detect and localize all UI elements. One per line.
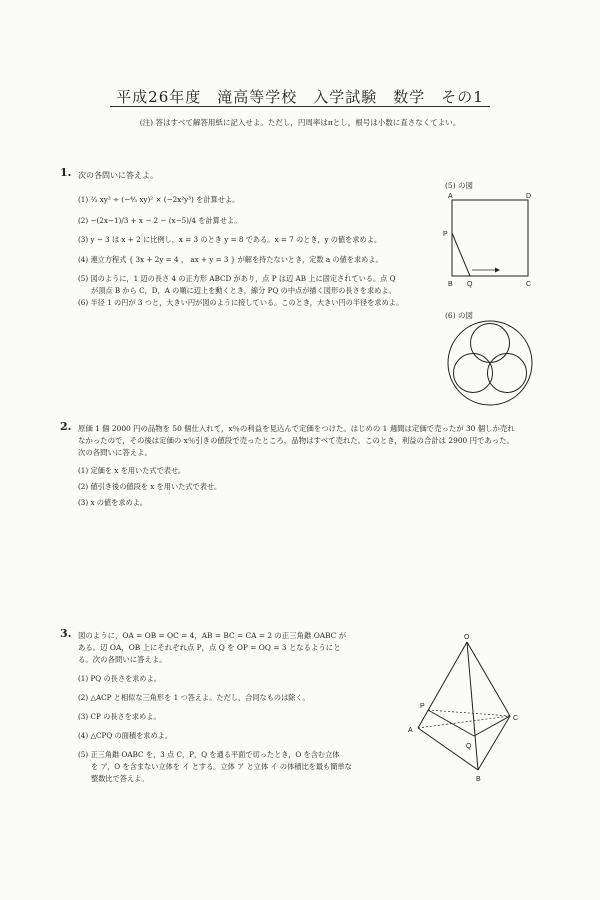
q3-item-3: (3) CP の長さを求めよ。 [78,712,161,721]
fig6-label: (6) の図 [445,311,474,320]
q3-item-5b: を ア，O を含まない立体を イ とする。立体 ア と立体 イ の体積比を最も簡単な [91,762,352,771]
q1-item-5a: (5) 図のように，1 辺の長さ 4 の正方形 ABCD があり，点 P は辺 AB 上に固定されている。点 Q [78,274,396,283]
q3-item-4: (4) △CPQ の面積を求めよ。 [78,731,173,740]
q2-line-2: なかったので，その後は定価の x％引きの値段で売ったところ，品物はすべて売れた。このとき，利益の合計は 2900 円であった。 [78,436,514,445]
point-q-label: Q [467,281,473,288]
q1-item-6: (6) 半径 1 の円が 3 つと，大きい円が図のように接している。このとき，大きい円の半径を求めよ。 [78,298,404,307]
point-d-label: D [526,193,532,200]
small-circle-right [488,354,527,393]
q3-number: 3. [60,627,72,640]
q2-item-3: (3) x の値を求めよ。 [78,498,148,507]
vertex-c-label: C [513,715,519,722]
q1-item-2: (2) −(2x−1)/3 + x − 2 − (x−5)/4 を計算せよ。 [78,216,242,225]
point-p-label-3d: P [420,703,425,710]
fig5-label: (5) の図 [445,181,474,190]
segment-pq [452,233,470,276]
q3-line-2: ある。辺 OA，OB 上にそれぞれ点 P，点 Q を OP = OQ = 3 となるようにと [78,643,341,652]
edge-oc [467,642,510,716]
title-underline [110,106,490,107]
q2-line-3: 次の各問いに答えよ。 [78,448,152,457]
q2-item-1: (1) 定価を x を用いた式で表せ。 [78,466,186,475]
q3-line-1: 図のように，OA = OB = OC = 4，AB = BC = CA = 2 の正三角錐 OABC が [78,631,347,640]
page-title: 平成26年度 滝高等学校 入学試験 数学 その1 [116,88,484,106]
point-b-label: B [448,281,453,288]
pyramid-diagram [400,630,530,785]
q2-line-1: 原価 1 個 2000 円の品物を 50 個仕入れて，x％の利益を見込んで定価をつけた。はじめの 1 週間は定価で売ったが 30 個しか売れ [78,424,515,433]
fig5-square-diagram [440,190,540,290]
q1-item-3: (3) y − 3 は x + 2 に比例し，x = 3 のとき y = 8 である。x = 7 のとき，y の値を求めよ。 [78,235,382,244]
small-circle-top [471,324,510,363]
segment-pc-hidden [428,710,510,716]
vertex-o-label: O [464,634,470,641]
q1-item-5b: が頂点 B から C，D，A の順に辺上を動くとき，線分 PQ の中点が描く図形の長さを求めよ。 [91,286,396,295]
q3-item-5c: 整数比で答えよ。 [91,774,149,783]
small-circle-left [454,354,493,393]
q3-item-2: (2) △ACP と相似な三角形を 1 つ答えよ。ただし，合同なものは除く。 [78,693,310,702]
edge-ac-hidden [418,716,510,728]
vertex-b-label: B [476,776,481,783]
edge-ob [467,642,478,770]
arrow-head-icon [495,268,500,273]
edge-oa [418,642,467,728]
instructions-note: (注) 答はすべて解答用紙に記入せよ。ただし，円周率はπとし，根号は小数に直さなくてよい。 [139,118,461,127]
point-p-label: P [443,231,448,238]
q1-intro: 次の各問いに答えよ。 [78,171,158,180]
q1-item-4: (4) 連立方程式 { 3x + 2y = 4 ， ax + y = 3 } が解を持たないとき，定数 a の値を求めよ。 [78,255,383,264]
point-q-label-3d: Q [466,743,472,750]
point-c-label: C [526,281,532,288]
q3-item-5a: (5) 正三角錐 OABC を，3 点 C，P，Q を通る平面で切ったとき，O を含む立体 [78,750,340,759]
q2-item-2: (2) 値引き後の値段を x を用いた式で表せ。 [78,482,222,491]
fig6-circles-diagram [440,318,540,408]
vertex-a-label: A [408,727,413,734]
square-abcd [452,200,528,276]
q1-item-1: (1) ²⁄₃ xy² ÷ (−⁴⁄₃ xy)² × (−2x²y³) を計算せよ。 [78,195,240,204]
q3-item-1: (1) PQ の長さを求めよ。 [78,674,161,683]
q1-number: 1. [60,166,72,179]
q3-line-3: る。次の各問いに答えよ。 [78,655,167,664]
segment-pq [428,710,474,736]
edge-bc [478,716,510,770]
q2-number: 2. [60,420,72,433]
point-a-label: A [448,193,453,200]
